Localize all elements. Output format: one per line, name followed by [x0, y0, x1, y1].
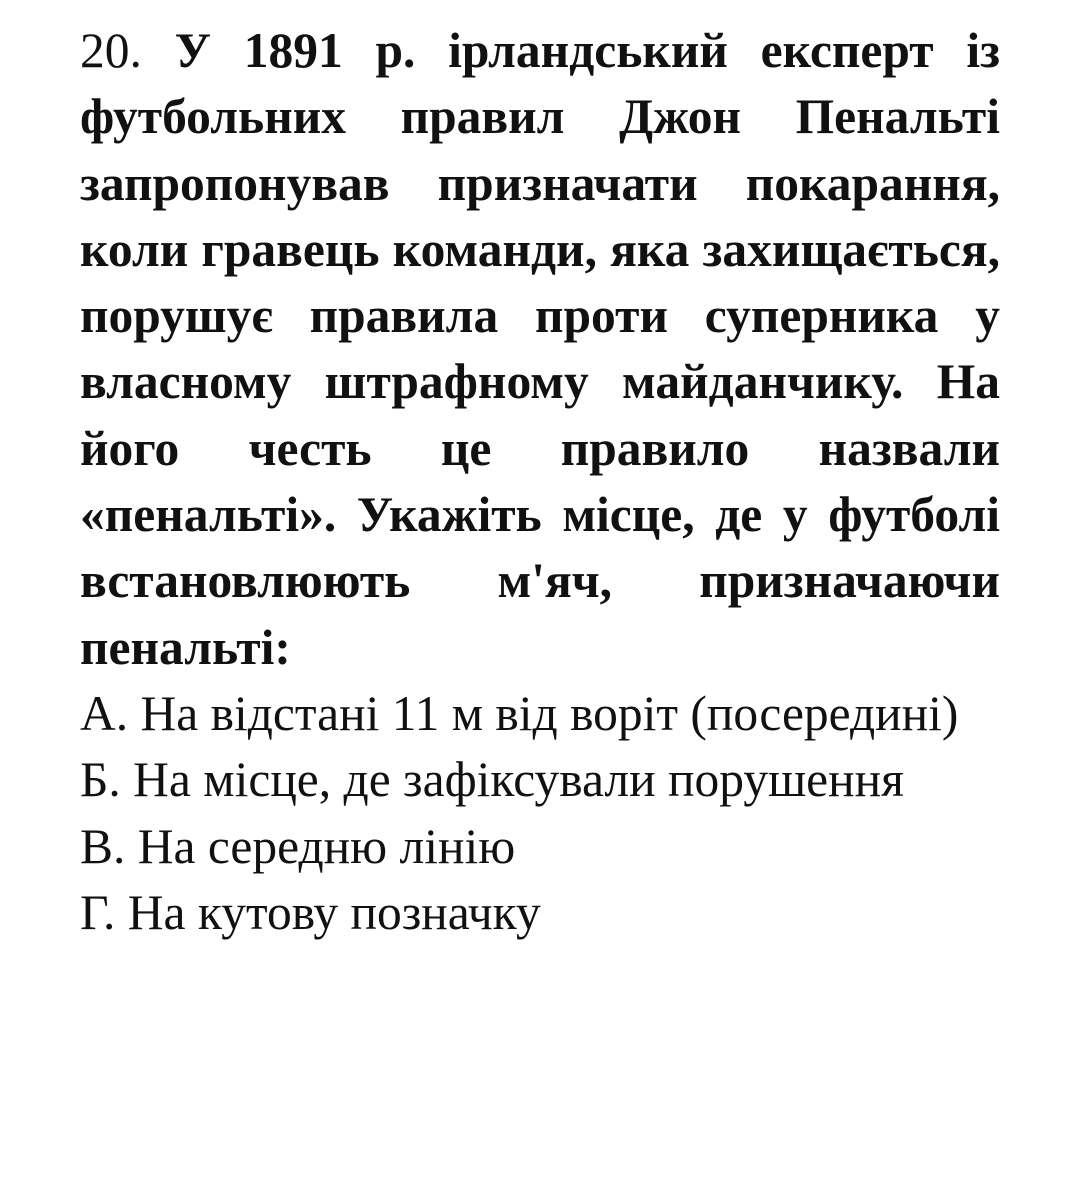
question-card — [80, 18, 1000, 946]
answer-option-v: В. На середню лінію — [80, 818, 516, 874]
question-text: У 1891 р. ірландський експерт із футбольних правил Джон Пенальті запропонував призначати покарання, коли гравець команди, яка захищається, порушує правила проти суперника у власному штрафному майданчику. На його честь це правило назвали «пенальті». Укажіть місце, де у футболі встановлюють м'яч, призначаючи пенальті: — [80, 23, 1000, 675]
question-text-block — [80, 18, 1000, 681]
question-number: 20. — [80, 23, 142, 78]
answer-option-h: Г. На кутову позначку — [80, 884, 541, 940]
answer-option-b: Б. На місце, де зафіксували порушення — [80, 752, 904, 808]
answer-option-a: А. На відстані 11 м від воріт (посередині) — [80, 685, 959, 741]
answer-options — [80, 681, 1000, 946]
